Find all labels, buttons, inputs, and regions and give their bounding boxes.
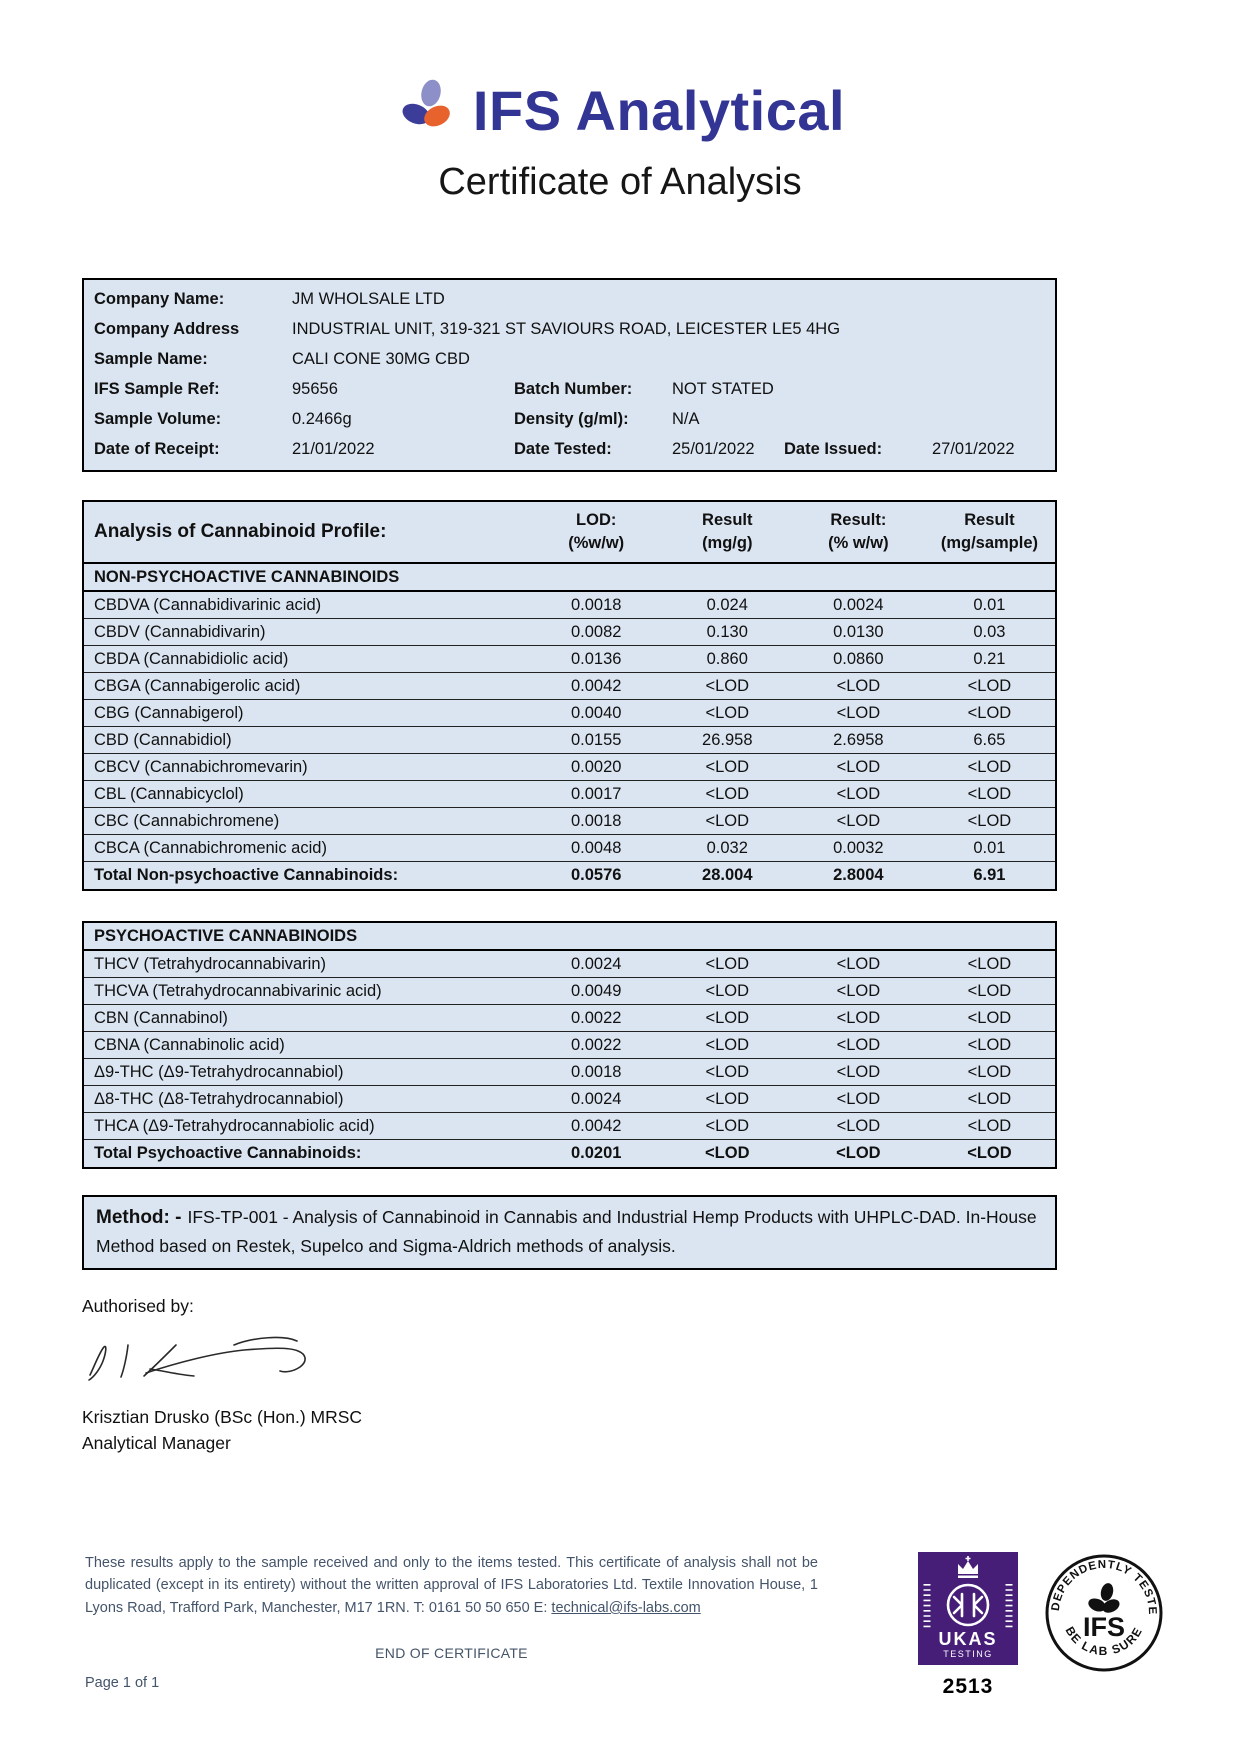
compound-name: THCVA (Tetrahydrocannabivarinic acid) bbox=[94, 981, 382, 1000]
result-value: <LOD bbox=[705, 811, 750, 830]
result-value: <LOD bbox=[836, 757, 881, 776]
result-value: <LOD bbox=[967, 757, 1012, 776]
table-row bbox=[84, 1113, 1055, 1140]
compound-name: THCV (Tetrahydrocannabivarin) bbox=[94, 954, 327, 973]
table-row bbox=[84, 1005, 1055, 1032]
column-header-result-mg-g: Result (mg/g) bbox=[702, 510, 753, 553]
authoriser-name: Krisztian Drusko (BSc (Hon.) MRSC bbox=[82, 1407, 363, 1428]
result-value: <LOD bbox=[967, 1116, 1012, 1135]
field-value: 21/01/2022 bbox=[292, 439, 375, 458]
result-value: <LOD bbox=[705, 981, 750, 1000]
result-value: 0.01 bbox=[973, 838, 1006, 857]
compound-name: CBG (Cannabigerol) bbox=[94, 703, 244, 722]
info-row-company-address bbox=[84, 315, 1055, 345]
result-value: <LOD bbox=[836, 954, 881, 973]
result-value: <LOD bbox=[705, 757, 750, 776]
table-body bbox=[84, 951, 1055, 1167]
info-row-dates bbox=[84, 435, 1055, 465]
cannabinoid-table-psychoactive bbox=[82, 921, 1057, 1169]
result-value: <LOD bbox=[967, 1035, 1012, 1054]
result-value: <LOD bbox=[836, 784, 881, 803]
ifs-independently-tested-stamp bbox=[1043, 1552, 1165, 1679]
compound-name: CBDA (Cannabidiolic acid) bbox=[94, 649, 289, 668]
result-value: 0.130 bbox=[706, 622, 748, 641]
result-value: 0.0136 bbox=[570, 649, 622, 668]
field-value: INDUSTRIAL UNIT, 319-321 ST SAVIOURS ROAD, LEICESTER LE5 4HG bbox=[292, 319, 841, 338]
brand-name: IFS Analytical bbox=[472, 79, 846, 142]
compound-name: Δ9-THC (Δ9-Tetrahydrocannabiol) bbox=[94, 1062, 344, 1081]
result-value: <LOD bbox=[836, 1116, 881, 1135]
result-value: <LOD bbox=[705, 1116, 750, 1135]
result-value: <LOD bbox=[967, 703, 1012, 722]
result-value: 0.0201 bbox=[570, 1144, 622, 1163]
result-value: <LOD bbox=[836, 676, 881, 695]
result-value: 0.0032 bbox=[833, 838, 884, 857]
signature-image bbox=[84, 1323, 1158, 1390]
ukas-accreditation-number: 2513 bbox=[942, 1675, 994, 1698]
cannabinoid-table-non-psychoactive bbox=[82, 500, 1057, 892]
result-value: <LOD bbox=[705, 1144, 750, 1163]
result-value: 0.0022 bbox=[570, 1008, 622, 1027]
table-row bbox=[84, 673, 1055, 700]
result-value: <LOD bbox=[967, 1062, 1012, 1081]
result-value: <LOD bbox=[836, 1144, 881, 1163]
info-row-company-name bbox=[84, 285, 1055, 315]
table-row bbox=[84, 781, 1055, 808]
table-row bbox=[84, 754, 1055, 781]
compound-name: CBN (Cannabinol) bbox=[94, 1008, 228, 1027]
field-label: Date Issued: bbox=[784, 439, 883, 458]
method-text: IFS-TP-001 - Analysis of Cannabinoid in Cannabis and Industrial Hemp Products with UHPLC-DAD. In-House Method based on Restek, Supelco and Sigma-Aldrich methods of analysis. bbox=[96, 1207, 1037, 1256]
field-label: Date of Receipt: bbox=[94, 439, 220, 458]
result-value: <LOD bbox=[705, 703, 750, 722]
table-total-row bbox=[84, 1140, 1055, 1167]
result-value: 0.860 bbox=[706, 649, 748, 668]
table-row bbox=[84, 1086, 1055, 1113]
field-value: 0.2466g bbox=[292, 409, 352, 428]
svg-text:BE LAB SURE: BE LAB SURE bbox=[1062, 1624, 1146, 1659]
result-value: 0.0024 bbox=[833, 595, 884, 614]
result-value: <LOD bbox=[705, 954, 750, 973]
table-row bbox=[84, 808, 1055, 835]
table-row bbox=[84, 619, 1055, 646]
result-value: 0.032 bbox=[706, 838, 748, 857]
result-value: 6.65 bbox=[973, 730, 1006, 749]
svg-text:INDEPENDENTLY TESTED: DEPENDENTLY TESTE bbox=[1049, 1558, 1159, 1616]
field-value: 25/01/2022 bbox=[672, 439, 755, 458]
result-value: 26.958 bbox=[702, 730, 753, 749]
result-value: 0.0576 bbox=[570, 866, 622, 885]
result-value: 0.0024 bbox=[570, 954, 622, 973]
result-value: 6.91 bbox=[973, 866, 1006, 885]
result-value: <LOD bbox=[836, 1008, 881, 1027]
result-value: 0.0040 bbox=[570, 703, 622, 722]
ifs-petals-logo-icon bbox=[395, 76, 459, 145]
result-value: 0.0017 bbox=[570, 784, 622, 803]
authoriser-name-block bbox=[82, 1404, 1158, 1457]
table-row bbox=[84, 727, 1055, 754]
svg-text:IFS: IFS bbox=[1082, 1612, 1126, 1642]
table-row bbox=[84, 1032, 1055, 1059]
result-value: <LOD bbox=[705, 784, 750, 803]
result-value: 0.21 bbox=[973, 649, 1006, 668]
svg-text:UKAS: UKAS bbox=[938, 1629, 998, 1649]
compound-name: Total Non-psychoactive Cannabinoids: bbox=[94, 866, 399, 885]
table-row bbox=[84, 646, 1055, 673]
result-value: 28.004 bbox=[702, 866, 753, 885]
info-row-sample-volume bbox=[84, 405, 1055, 435]
field-value: NOT STATED bbox=[672, 379, 774, 398]
result-value: 0.0024 bbox=[570, 1089, 622, 1108]
footer bbox=[85, 1552, 1165, 1699]
result-value: <LOD bbox=[836, 1035, 881, 1054]
compound-name: CBC (Cannabichromene) bbox=[94, 811, 280, 830]
result-value: <LOD bbox=[967, 676, 1012, 695]
column-header-result-percent: Result: (% w/w) bbox=[828, 510, 889, 553]
result-value: <LOD bbox=[967, 784, 1012, 803]
info-row-sample-name bbox=[84, 345, 1055, 375]
result-value: 0.0018 bbox=[570, 811, 622, 830]
compound-name: CBCA (Cannabichromenic acid) bbox=[94, 838, 327, 857]
result-value: 0.0048 bbox=[570, 838, 622, 857]
column-header-result-mg-sample: Result (mg/sample) bbox=[940, 510, 1039, 553]
field-value: 27/01/2022 bbox=[932, 439, 1015, 458]
result-value: 0.0155 bbox=[570, 730, 622, 749]
table-row bbox=[84, 835, 1055, 862]
result-value: 2.8004 bbox=[833, 866, 884, 885]
result-value: <LOD bbox=[705, 1035, 750, 1054]
compound-name: CBCV (Cannabichromevarin) bbox=[94, 757, 308, 776]
result-value: <LOD bbox=[836, 703, 881, 722]
result-value: <LOD bbox=[836, 981, 881, 1000]
method-label: Method: - bbox=[96, 1207, 182, 1229]
result-value: 0.0042 bbox=[570, 1116, 622, 1135]
table-header-row bbox=[84, 502, 1055, 565]
compound-name: THCA (Δ9-Tetrahydrocannabiolic acid) bbox=[94, 1116, 375, 1135]
result-value: 0.03 bbox=[973, 622, 1006, 641]
authoriser-role: Analytical Manager bbox=[82, 1433, 231, 1454]
disclaimer-text bbox=[85, 1552, 818, 1619]
result-value: <LOD bbox=[836, 1089, 881, 1108]
result-value: <LOD bbox=[705, 1089, 750, 1108]
result-value: 2.6958 bbox=[833, 730, 884, 749]
result-value: <LOD bbox=[967, 1008, 1012, 1027]
field-label: Sample Volume: bbox=[94, 409, 222, 428]
field-label: Company Name: bbox=[94, 290, 225, 308]
footer-text-block bbox=[85, 1552, 818, 1691]
result-value: 0.024 bbox=[706, 595, 748, 614]
result-value: <LOD bbox=[836, 1062, 881, 1081]
compound-name: CBD (Cannabidiol) bbox=[94, 730, 232, 749]
result-value: 0.0082 bbox=[570, 622, 622, 641]
result-value: <LOD bbox=[967, 981, 1012, 1000]
result-value: 0.0020 bbox=[570, 757, 622, 776]
table-body bbox=[84, 592, 1055, 889]
field-value: CALI CONE 30MG CBD bbox=[292, 349, 470, 368]
document-title: Certificate of Analysis bbox=[438, 161, 802, 203]
result-value: 0.0860 bbox=[833, 649, 884, 668]
table-row bbox=[84, 978, 1055, 1005]
field-label: Date Tested: bbox=[514, 439, 612, 458]
result-value: <LOD bbox=[967, 1089, 1012, 1108]
table-row bbox=[84, 700, 1055, 727]
compound-name: Δ8-THC (Δ8-Tetrahydrocannabiol) bbox=[94, 1089, 344, 1108]
column-header-lod: LOD: (%w/w) bbox=[568, 510, 625, 553]
result-value: <LOD bbox=[836, 811, 881, 830]
result-value: 0.0042 bbox=[570, 676, 622, 695]
section-header-non-psychoactive: NON-PSYCHOACTIVE CANNABINOIDS bbox=[84, 564, 1055, 592]
svg-text:TESTING: TESTING bbox=[943, 1649, 993, 1659]
result-value: 0.0130 bbox=[833, 622, 884, 641]
field-value: JM WHOLSALE LTD bbox=[292, 290, 445, 308]
info-row-sample-ref bbox=[84, 375, 1055, 405]
field-label: Company Address bbox=[94, 319, 240, 338]
result-value: <LOD bbox=[705, 1008, 750, 1027]
field-label: Batch Number: bbox=[514, 379, 633, 398]
result-value: <LOD bbox=[967, 1144, 1012, 1163]
table-row bbox=[84, 1059, 1055, 1086]
compound-name: CBGA (Cannabigerolic acid) bbox=[94, 676, 301, 695]
compound-name: CBL (Cannabicyclol) bbox=[94, 784, 244, 803]
result-value: <LOD bbox=[705, 676, 750, 695]
brand-header bbox=[0, 0, 1240, 145]
field-label: IFS Sample Ref: bbox=[94, 379, 220, 398]
result-value: 0.0018 bbox=[570, 595, 622, 614]
result-value: 0.0018 bbox=[570, 1062, 622, 1081]
field-value: N/A bbox=[672, 409, 700, 428]
table-total-row bbox=[84, 862, 1055, 889]
section-header-psychoactive: PSYCHOACTIVE CANNABINOIDS bbox=[84, 923, 1055, 951]
end-of-certificate-text: END OF CERTIFICATE bbox=[375, 1645, 528, 1662]
result-value: <LOD bbox=[705, 1062, 750, 1081]
disclaimer-body: These results apply to the sample received and only to the items tested. This certificate of analysis shall not be duplicated (except in its entirety) without the written approval of IFS Laboratories Ltd. Textile Innovation House, 1 Lyons Road, Trafford Park, Manchester, M17 1RN. T: 0161 50 50 650 E: bbox=[85, 1555, 818, 1616]
ukas-testing-logo bbox=[918, 1629, 1018, 1669]
result-value: <LOD bbox=[967, 954, 1012, 973]
sample-info-table bbox=[82, 278, 1057, 472]
result-value: 0.0022 bbox=[570, 1035, 622, 1054]
table-row bbox=[84, 951, 1055, 978]
authorised-by-heading: Authorised by: bbox=[82, 1296, 194, 1317]
method-box bbox=[82, 1195, 1057, 1270]
email-link[interactable]: technical@ifs-labs.com bbox=[551, 1599, 701, 1616]
field-label: Sample Name: bbox=[94, 349, 208, 368]
ukas-accreditation-block bbox=[918, 1552, 1018, 1699]
result-value: 0.01 bbox=[973, 595, 1006, 614]
page-number: Page 1 of 1 bbox=[85, 1675, 160, 1692]
table-row bbox=[84, 592, 1055, 619]
result-value: <LOD bbox=[967, 811, 1012, 830]
field-label: Density (g/ml): bbox=[514, 409, 629, 428]
result-value: 0.0049 bbox=[570, 981, 622, 1000]
compound-name: Total Psychoactive Cannabinoids: bbox=[94, 1144, 362, 1163]
compound-name: CBDVA (Cannabidivarinic acid) bbox=[94, 595, 322, 614]
compound-name: CBDV (Cannabidivarin) bbox=[94, 622, 266, 641]
compound-name: CBNA (Cannabinolic acid) bbox=[94, 1035, 285, 1054]
table-title: Analysis of Cannabinoid Profile: bbox=[94, 521, 387, 543]
field-value: 95656 bbox=[292, 379, 338, 398]
